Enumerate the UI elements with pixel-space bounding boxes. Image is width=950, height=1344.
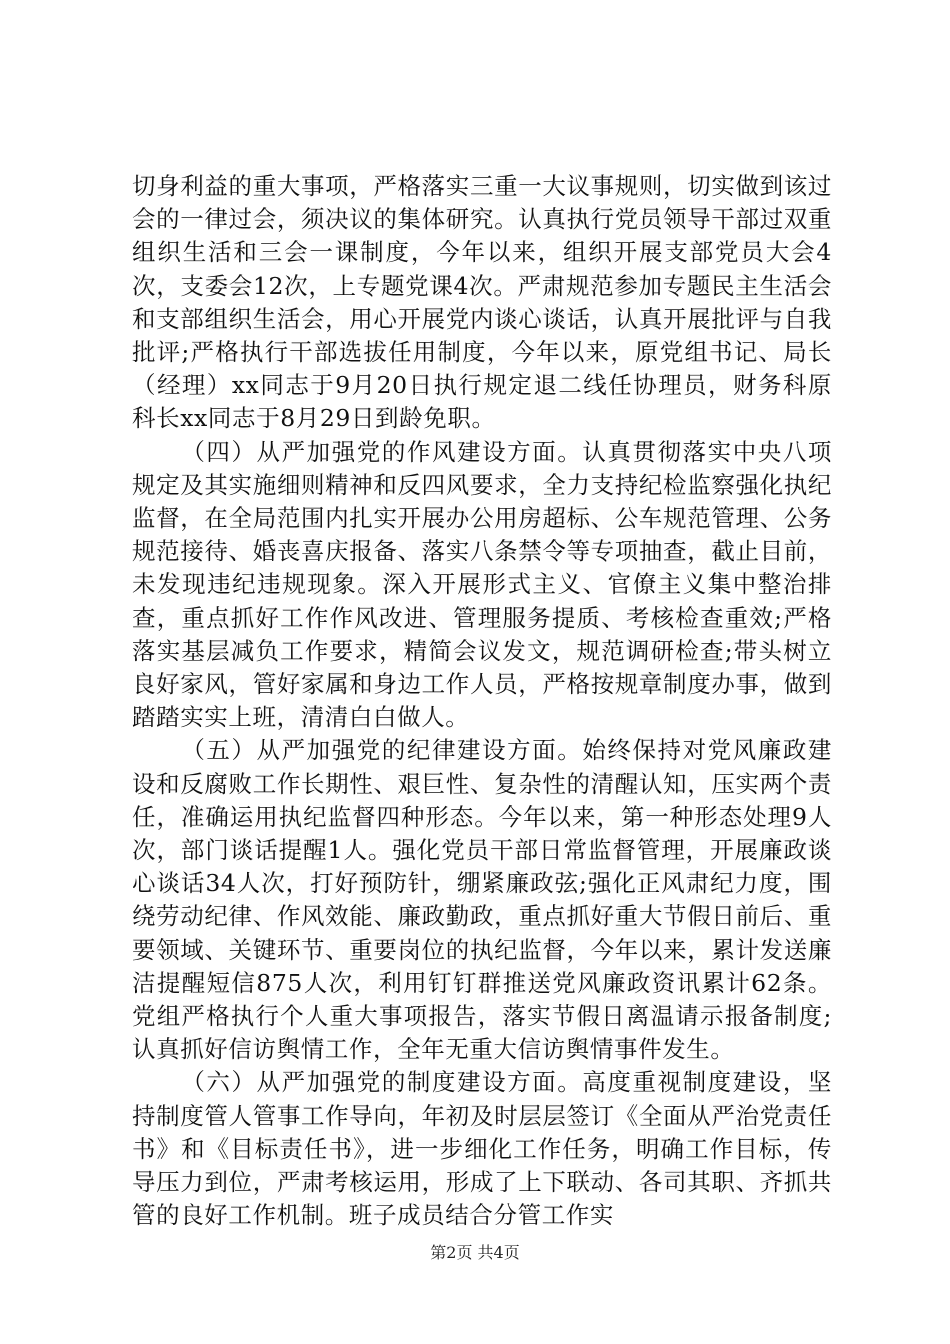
paragraph-section-six: （六）从严加强党的制度建设方面。高度重视制度建设，坚持制度管人管事工作导向，年初及时层层签订《全面从严治党责任书》和《目标责任书》，进一步细化工作任务，明确工作目标，传导压力到位，严肃考核运用，形成了上下联动、各司其职、齐抓共管的良好工作机制。班子成员结合分管工作实 bbox=[132, 1068, 832, 1230]
paragraph-continued: 切身利益的重大事项，严格落实三重一大议事规则，切实做到该过会的一律过会，须决议的集体研究。认真执行党员领导干部过双重组织生活和三会一课制度，今年以来，组织开展支部党员大会4次，支委会12次，上专题党课4次。严肃规范参加专题民主生活会和支部组织生活会，用心开展党内谈心谈话，认真开展批评与自我批评;严格执行干部选拔任用制度，今年以来，原党组书记、局长（经理）xx同志于9月20日执行规定退二线任协理员，财务科原科长xx同志于8月29日到龄免职。 bbox=[132, 172, 832, 433]
document-body bbox=[132, 170, 832, 1233]
page-number-footer: 第2页 共4页 bbox=[430, 1243, 520, 1262]
paragraph-section-five: （五）从严加强党的纪律建设方面。始终保持对党风廉政建设和反腐败工作长期性、艰巨性、复杂性的清醒认知，压实两个责任，准确运用执纪监督四种形态。今年以来，第一种形态处理9人次，部门谈话提醒1人。强化党员干部日常监督管理，开展廉政谈心谈话34人次，打好预防针，绷紧廉政弦;强化正风肃纪力度，围绕劳动纪律、作风效能、廉政勤政，重点抓好重大节假日前后、重要领域、关键环节、重要岗位的执纪监督，今年以来，累计发送廉洁提醒短信875人次，利用钉钉群推送党风廉政资讯累计62条。党组严格执行个人重大事项报告，落实节假日离温请示报备制度;认真抓好信访舆情工作，全年无重大信访舆情事件发生。 bbox=[132, 736, 832, 1064]
paragraph-section-four: （四）从严加强党的作风建设方面。认真贯彻落实中央八项规定及其实施细则精神和反四风要求，全力支持纪检监察强化执纪监督，在全局范围内扎实开展办公用房超标、公车规范管理、公务规范接待、婚丧喜庆报备、落实八条禁令等专项抽查，截止目前，未发现违纪违规现象。深入开展形式主义、官僚主义集中整治排查，重点抓好工作作风改进、管理服务提质、考核检查重效;严格落实基层减负工作要求，精简会议发文，规范调研检查;带头树立良好家风，管好家属和身边工作人员，严格按规章制度办事，做到踏踏实实上班，清清白白做人。 bbox=[132, 437, 832, 732]
